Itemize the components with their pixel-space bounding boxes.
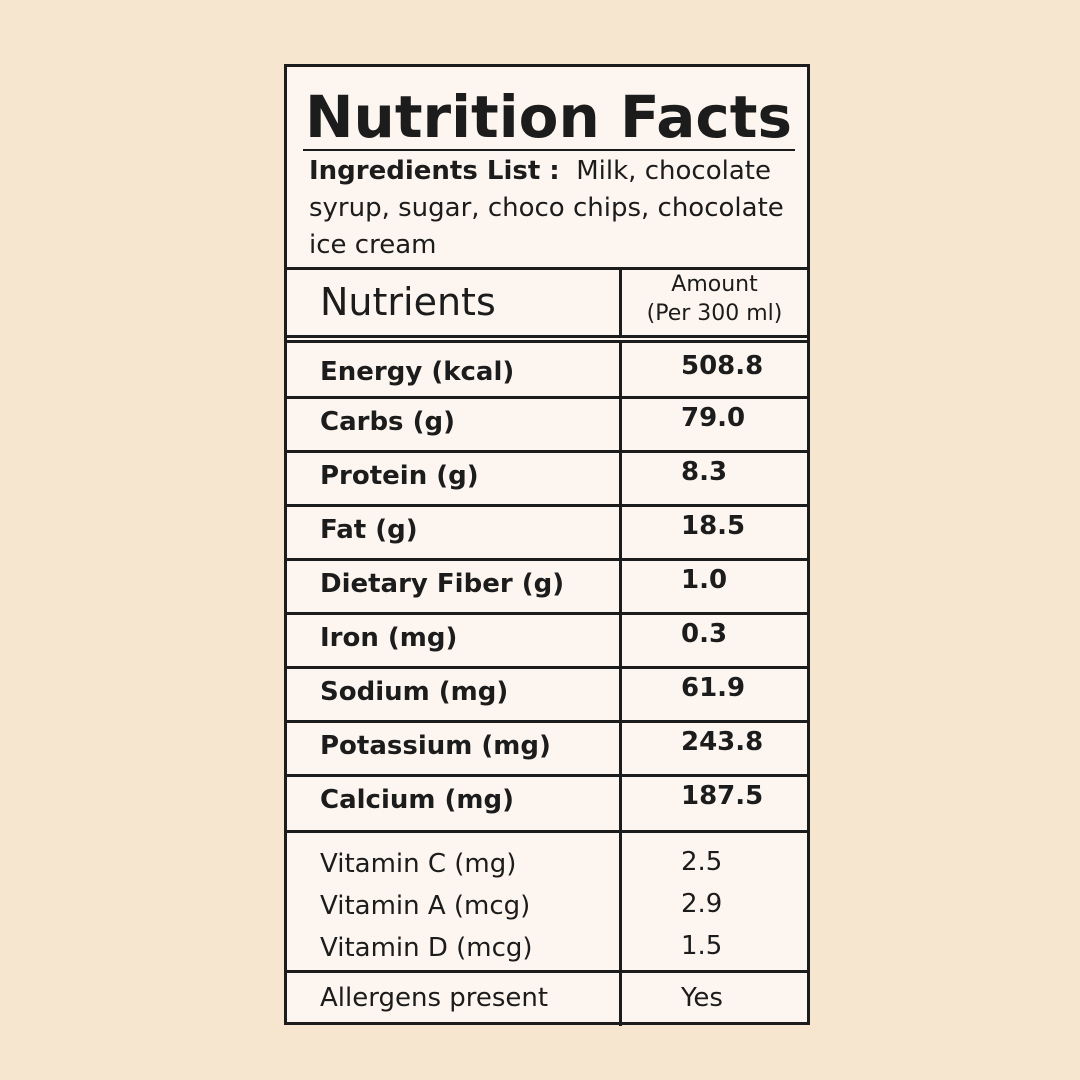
nutrient-value: 79.0 [681,403,746,433]
nutrient-row [287,340,807,396]
vitamin-a-name: Vitamin A (mcg) [320,891,531,921]
header-amount [622,270,807,328]
ingredients-text: Milk, chocolate syrup, sugar, choco chips, chocolate ice cream [309,156,784,260]
vitamin-d-name: Vitamin D (mcg) [320,933,533,963]
nutrient-row [287,450,807,504]
vitamins-row [287,830,807,970]
nutrient-name: Fat (g) [320,515,418,545]
vitamin-values [681,841,722,967]
nutrient-name: Energy (kcal) [320,357,515,387]
vitamin-names [320,843,533,969]
nutrient-name: Carbs (g) [320,407,455,437]
vitamin-c-value: 2.5 [681,847,723,877]
vitamin-d-value: 1.5 [681,931,723,961]
nutrient-value: 0.3 [681,619,728,649]
ingredients-section [309,153,799,264]
table-header-row [287,267,807,335]
nutrient-row [287,558,807,612]
ingredients-label: Ingredients List : [309,156,560,186]
nutrient-value: 243.8 [681,727,764,757]
nutrition-label [284,64,810,1025]
nutrient-name: Sodium (mg) [320,677,509,707]
nutrient-name: Iron (mg) [320,623,458,653]
nutrient-row [287,396,807,450]
nutrient-name: Potassium (mg) [320,731,551,761]
header-amount-line2: (Per 300 ml) [646,301,783,326]
header-amount-line1: Amount [671,272,758,297]
nutrient-rows [287,340,807,830]
nutrient-name: Protein (g) [320,461,479,491]
nutrient-value: 187.5 [681,781,764,811]
title-divider [303,149,795,151]
nutrient-value: 508.8 [681,351,764,381]
nutrient-value: 1.0 [681,565,728,595]
nutrient-name: Calcium (mg) [320,785,514,815]
nutrient-name: Dietary Fiber (g) [320,569,565,599]
nutrient-row [287,612,807,666]
nutrient-row [287,774,807,830]
nutrient-value: 8.3 [681,457,728,487]
nutrients-table [287,267,807,1026]
nutrient-row [287,504,807,558]
allergens-name: Allergens present [320,983,549,1013]
allergens-value: Yes [681,983,723,1013]
nutrient-row [287,666,807,720]
allergens-row [287,970,807,1026]
vitamin-a-value: 2.9 [681,889,723,919]
header-nutrients: Nutrients [320,280,496,324]
vitamin-c-name: Vitamin C (mg) [320,849,517,879]
label-title: Nutrition Facts [305,83,792,151]
nutrient-row [287,720,807,774]
nutrient-value: 18.5 [681,511,746,541]
nutrient-value: 61.9 [681,673,746,703]
